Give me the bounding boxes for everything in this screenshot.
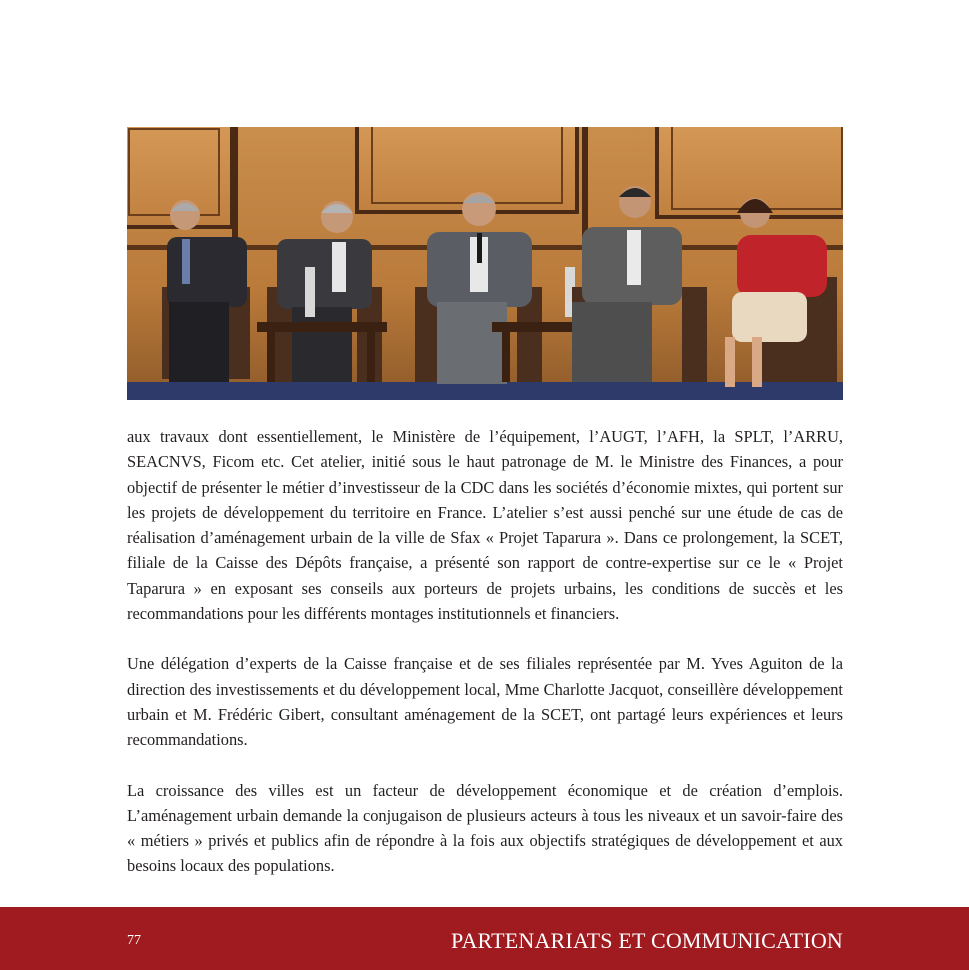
paragraph-2: Une délégation d’experts de la Caisse française et de ses filiales représentée par M. Yves Aguiton de la direction des investissements et du développement local, Mme Charlotte Jacquot, conseillère développement urbain et M. Frédéric Gibert, consultant aménagement de la SCET, ont partagé leurs expériences et leurs recommandations. — [127, 654, 843, 750]
paragraph-3: La croissance des villes est un facteur de développement économique et de création d’emplois. L’aménagement urbain demande la conjugaison de plusieurs acteurs à tous les niveaux et un savoir-faire des « métiers » privés et publics afin de répondre à la fois aux objectifs stratégiques de développement et aux besoins locaux des populations. — [127, 780, 843, 876]
panel-discussion-photo — [127, 127, 843, 400]
page-number: 77 — [127, 933, 141, 948]
paragraph-1: aux travaux dont essentiellement, le Ministère de l’équipement, l’AUGT, l’AFH, la SPLT, l’ARRU, SEACNVS, Ficom etc. Cet atelier, initié sous le haut patronage de M. le Ministre des Finances, a pour objectif de présenter le métier d’investisseur de la CDC dans les sociétés d’économie mixtes, qui portent sur les projets de développement du territoire en France. L’atelier s’est aussi penché sur une étude de cas de réalisation d’aménagement urbain de la ville de Sfax « Projet Taparura ». Dans ce prolongement, la SCET, filiale de la Caisse des Dépôts française, a présenté son rapport de contre-expertise sur ce le « Projet Taparura » en exposant ses conseils aux porteurs de projets urbains, les conditions de succès et les recommandations pour les différents montages institutionnels et financiers. — [127, 427, 843, 624]
section-title: PARTENARIATS ET COMMUNICATION — [451, 928, 843, 953]
body-text — [127, 424, 843, 904]
